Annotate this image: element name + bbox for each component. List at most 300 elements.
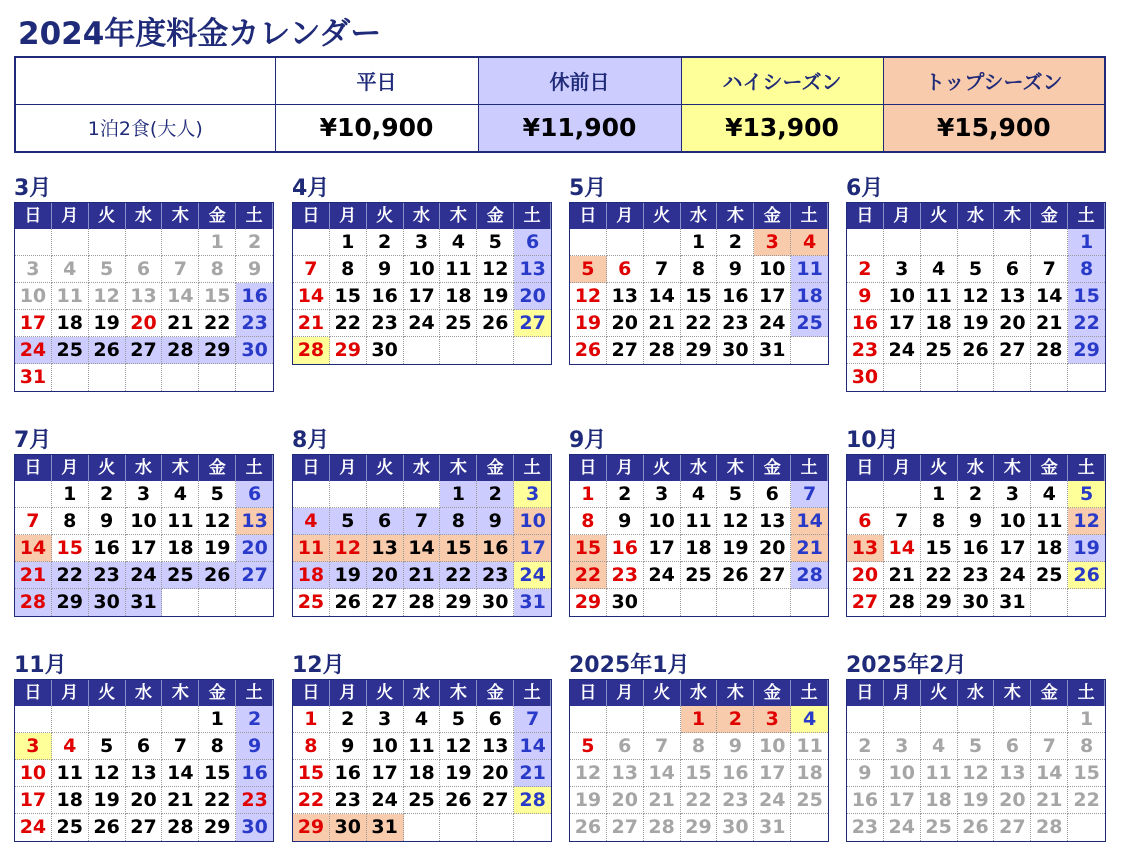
day-cell: 2 xyxy=(477,481,514,508)
day-cell: 28 xyxy=(162,337,199,364)
day-cell: 2 xyxy=(847,256,884,283)
day-cell: 29 xyxy=(570,589,607,616)
empty-cell xyxy=(994,229,1031,256)
empty-cell xyxy=(884,706,921,733)
day-cell: 15 xyxy=(570,535,607,562)
day-cell: 3 xyxy=(884,256,921,283)
day-cell: 13 xyxy=(994,760,1031,787)
day-cell: 4 xyxy=(791,706,828,733)
day-cell: 19 xyxy=(1068,535,1105,562)
day-cell: 27 xyxy=(126,337,163,364)
day-cell: 9 xyxy=(717,256,754,283)
day-cell: 24 xyxy=(15,814,52,841)
day-cell: 11 xyxy=(791,256,828,283)
weekday-header: 木 xyxy=(994,680,1031,706)
day-cell: 17 xyxy=(404,283,441,310)
day-cell: 27 xyxy=(754,562,791,589)
day-cell: 24 xyxy=(644,562,681,589)
day-cell: 23 xyxy=(847,337,884,364)
day-cell: 1 xyxy=(440,481,477,508)
day-cell: 3 xyxy=(884,733,921,760)
day-cell: 24 xyxy=(884,814,921,841)
day-cell: 15 xyxy=(1068,760,1105,787)
day-cell: 5 xyxy=(89,733,126,760)
day-cell: 30 xyxy=(717,814,754,841)
empty-cell xyxy=(847,229,884,256)
empty-cell xyxy=(236,364,273,391)
weekday-header: 月 xyxy=(330,455,367,481)
empty-cell xyxy=(404,337,441,364)
day-cell: 18 xyxy=(440,283,477,310)
day-cell: 21 xyxy=(162,787,199,814)
day-cell: 21 xyxy=(791,535,828,562)
month-grid xyxy=(292,454,552,617)
day-cell: 28 xyxy=(1031,814,1068,841)
day-cell: 25 xyxy=(791,787,828,814)
day-cell: 13 xyxy=(607,760,644,787)
weekday-header: 日 xyxy=(847,455,884,481)
day-cell: 30 xyxy=(958,589,995,616)
day-cell: 16 xyxy=(717,283,754,310)
day-cell: 17 xyxy=(754,283,791,310)
day-cell: 17 xyxy=(126,535,163,562)
day-cell: 3 xyxy=(754,706,791,733)
empty-cell xyxy=(293,229,330,256)
day-cell: 26 xyxy=(1068,562,1105,589)
empty-cell xyxy=(330,481,367,508)
day-cell: 6 xyxy=(607,256,644,283)
day-cell: 1 xyxy=(1068,706,1105,733)
weekday-header: 金 xyxy=(1031,455,1068,481)
day-cell: 26 xyxy=(958,814,995,841)
day-cell: 9 xyxy=(330,733,367,760)
empty-cell xyxy=(293,481,330,508)
day-cell: 17 xyxy=(644,535,681,562)
day-cell: 22 xyxy=(681,310,718,337)
day-cell: 23 xyxy=(607,562,644,589)
day-cell: 23 xyxy=(477,562,514,589)
day-cell: 9 xyxy=(847,283,884,310)
empty-cell xyxy=(162,229,199,256)
day-cell: 19 xyxy=(330,562,367,589)
day-cell: 4 xyxy=(921,256,958,283)
day-cell: 23 xyxy=(847,814,884,841)
day-cell: 17 xyxy=(514,535,551,562)
day-cell: 5 xyxy=(570,733,607,760)
day-cell: 16 xyxy=(477,535,514,562)
day-cell: 31 xyxy=(514,589,551,616)
weekday-header: 月 xyxy=(52,203,89,229)
day-cell: 19 xyxy=(958,787,995,814)
day-cell: 15 xyxy=(921,535,958,562)
day-cell: 5 xyxy=(958,733,995,760)
day-cell: 10 xyxy=(514,508,551,535)
weekday-header: 土 xyxy=(514,203,551,229)
empty-cell xyxy=(477,814,514,841)
day-cell: 28 xyxy=(514,787,551,814)
day-cell: 13 xyxy=(477,733,514,760)
price-top-season: ¥15,900 xyxy=(883,104,1105,152)
day-cell: 24 xyxy=(15,337,52,364)
day-cell: 2 xyxy=(367,229,404,256)
day-cell: 13 xyxy=(607,283,644,310)
weekday-header: 水 xyxy=(681,455,718,481)
day-cell: 14 xyxy=(644,760,681,787)
day-cell: 1 xyxy=(681,706,718,733)
day-cell: 18 xyxy=(921,787,958,814)
weekday-header: 日 xyxy=(293,455,330,481)
month-calendar xyxy=(569,653,829,842)
day-cell: 4 xyxy=(921,733,958,760)
month-grid xyxy=(292,679,552,842)
day-cell: 27 xyxy=(847,589,884,616)
day-cell: 12 xyxy=(570,760,607,787)
weekday-header: 水 xyxy=(958,203,995,229)
empty-cell xyxy=(440,337,477,364)
day-cell: 17 xyxy=(15,787,52,814)
empty-cell xyxy=(1068,589,1105,616)
day-cell: 19 xyxy=(199,535,236,562)
empty-cell xyxy=(607,706,644,733)
weekday-header: 日 xyxy=(15,680,52,706)
day-cell: 14 xyxy=(1031,760,1068,787)
day-cell: 22 xyxy=(570,562,607,589)
weekday-header: 月 xyxy=(607,680,644,706)
day-cell: 27 xyxy=(477,787,514,814)
day-cell: 26 xyxy=(477,310,514,337)
day-cell: 3 xyxy=(126,481,163,508)
day-cell: 11 xyxy=(681,508,718,535)
day-cell: 7 xyxy=(514,706,551,733)
weekday-header: 金 xyxy=(199,455,236,481)
day-cell: 27 xyxy=(514,310,551,337)
day-cell: 10 xyxy=(884,283,921,310)
empty-cell xyxy=(717,589,754,616)
empty-cell xyxy=(644,229,681,256)
empty-cell xyxy=(884,229,921,256)
day-cell: 25 xyxy=(404,787,441,814)
day-cell: 10 xyxy=(994,508,1031,535)
day-cell: 16 xyxy=(717,760,754,787)
month-grid xyxy=(569,454,829,617)
weekday-header: 水 xyxy=(958,455,995,481)
month-grid xyxy=(569,202,829,365)
empty-cell xyxy=(681,589,718,616)
empty-cell xyxy=(404,814,441,841)
day-cell: 4 xyxy=(440,229,477,256)
day-cell: 26 xyxy=(958,337,995,364)
empty-cell xyxy=(884,364,921,391)
day-cell: 12 xyxy=(717,508,754,535)
month-grid xyxy=(14,679,274,842)
month-title: 7月 xyxy=(14,428,52,453)
day-cell: 9 xyxy=(367,256,404,283)
day-cell: 19 xyxy=(570,310,607,337)
day-cell: 31 xyxy=(754,337,791,364)
day-cell: 21 xyxy=(404,562,441,589)
day-cell: 23 xyxy=(236,787,273,814)
day-cell: 10 xyxy=(884,760,921,787)
empty-cell xyxy=(514,814,551,841)
weekday-header: 火 xyxy=(89,203,126,229)
day-cell: 12 xyxy=(89,283,126,310)
weekday-header: 火 xyxy=(367,203,404,229)
day-cell: 28 xyxy=(791,562,828,589)
month-calendar xyxy=(569,428,829,617)
weekday-header: 木 xyxy=(162,203,199,229)
day-cell: 13 xyxy=(236,508,273,535)
day-cell: 20 xyxy=(754,535,791,562)
day-cell: 2 xyxy=(958,481,995,508)
day-cell: 30 xyxy=(477,589,514,616)
day-cell: 13 xyxy=(514,256,551,283)
weekday-header: 木 xyxy=(162,680,199,706)
month-calendar xyxy=(569,176,829,365)
day-cell: 13 xyxy=(367,535,404,562)
weekday-header: 水 xyxy=(404,203,441,229)
day-cell: 6 xyxy=(126,733,163,760)
day-cell: 25 xyxy=(162,562,199,589)
day-cell: 21 xyxy=(1031,787,1068,814)
empty-cell xyxy=(440,814,477,841)
day-cell: 22 xyxy=(199,310,236,337)
weekday-header: 月 xyxy=(330,203,367,229)
month-grid xyxy=(846,202,1106,392)
empty-cell xyxy=(89,229,126,256)
empty-cell xyxy=(162,589,199,616)
day-cell: 7 xyxy=(791,481,828,508)
day-cell: 21 xyxy=(15,562,52,589)
day-cell: 7 xyxy=(162,256,199,283)
day-cell: 14 xyxy=(791,508,828,535)
day-cell: 30 xyxy=(607,589,644,616)
day-cell: 29 xyxy=(199,337,236,364)
empty-cell xyxy=(1031,589,1068,616)
month-calendar xyxy=(14,428,274,617)
day-cell: 20 xyxy=(514,283,551,310)
day-cell: 27 xyxy=(994,814,1031,841)
month-grid xyxy=(846,454,1106,617)
day-cell: 6 xyxy=(477,706,514,733)
empty-cell xyxy=(958,706,995,733)
empty-cell xyxy=(52,364,89,391)
day-cell: 19 xyxy=(440,760,477,787)
page-title: 2024年度料金カレンダー xyxy=(18,16,382,52)
day-cell: 10 xyxy=(15,760,52,787)
day-cell: 8 xyxy=(681,733,718,760)
day-cell: 10 xyxy=(126,508,163,535)
weekday-header: 金 xyxy=(477,203,514,229)
day-cell: 22 xyxy=(440,562,477,589)
day-cell: 31 xyxy=(994,589,1031,616)
weekday-header: 日 xyxy=(293,203,330,229)
day-cell: 23 xyxy=(236,310,273,337)
day-cell: 2 xyxy=(236,706,273,733)
day-cell: 4 xyxy=(293,508,330,535)
month-title: 12月 xyxy=(292,653,345,678)
day-cell: 15 xyxy=(681,283,718,310)
weekday-header: 土 xyxy=(236,455,273,481)
month-calendar xyxy=(292,428,552,617)
day-cell: 7 xyxy=(15,508,52,535)
weekday-header: 木 xyxy=(440,203,477,229)
weekday-header: 金 xyxy=(199,203,236,229)
day-cell: 6 xyxy=(236,481,273,508)
weekday-header: 月 xyxy=(607,455,644,481)
day-cell: 14 xyxy=(514,733,551,760)
day-cell: 3 xyxy=(15,733,52,760)
day-cell: 24 xyxy=(994,562,1031,589)
day-cell: 23 xyxy=(717,310,754,337)
empty-cell xyxy=(52,706,89,733)
day-cell: 1 xyxy=(199,229,236,256)
day-cell: 18 xyxy=(921,310,958,337)
day-cell: 6 xyxy=(367,508,404,535)
day-cell: 5 xyxy=(330,508,367,535)
weekday-header: 木 xyxy=(440,680,477,706)
day-cell: 10 xyxy=(754,733,791,760)
day-cell: 18 xyxy=(791,760,828,787)
weekday-header: 木 xyxy=(162,455,199,481)
day-cell: 4 xyxy=(162,481,199,508)
day-cell: 22 xyxy=(293,787,330,814)
weekday-header: 土 xyxy=(791,203,828,229)
empty-cell xyxy=(162,706,199,733)
empty-cell xyxy=(1068,814,1105,841)
day-cell: 29 xyxy=(681,814,718,841)
weekday-header: 土 xyxy=(514,455,551,481)
day-cell: 5 xyxy=(1068,481,1105,508)
day-cell: 8 xyxy=(293,733,330,760)
day-cell: 12 xyxy=(89,760,126,787)
weekday-header: 土 xyxy=(236,203,273,229)
day-cell: 21 xyxy=(162,310,199,337)
day-cell: 30 xyxy=(847,364,884,391)
day-cell: 3 xyxy=(644,481,681,508)
day-cell: 2 xyxy=(236,229,273,256)
month-title: 3月 xyxy=(14,176,52,201)
day-cell: 19 xyxy=(477,283,514,310)
weekday-header: 土 xyxy=(1068,455,1105,481)
day-cell: 1 xyxy=(199,706,236,733)
day-cell: 30 xyxy=(236,814,273,841)
day-cell: 18 xyxy=(1031,535,1068,562)
day-cell: 5 xyxy=(199,481,236,508)
day-cell: 26 xyxy=(717,562,754,589)
day-cell: 15 xyxy=(1068,283,1105,310)
day-cell: 23 xyxy=(330,787,367,814)
day-cell: 16 xyxy=(607,535,644,562)
day-cell: 2 xyxy=(847,733,884,760)
weekday-header: 水 xyxy=(958,680,995,706)
weekday-header: 木 xyxy=(717,680,754,706)
weekday-header: 土 xyxy=(791,680,828,706)
day-cell: 29 xyxy=(199,814,236,841)
day-cell: 21 xyxy=(644,310,681,337)
day-cell: 25 xyxy=(440,310,477,337)
weekday-header: 火 xyxy=(367,455,404,481)
empty-cell xyxy=(994,706,1031,733)
weekday-header: 木 xyxy=(717,455,754,481)
day-cell: 27 xyxy=(994,337,1031,364)
day-cell: 24 xyxy=(367,787,404,814)
day-cell: 13 xyxy=(994,283,1031,310)
day-cell: 7 xyxy=(884,508,921,535)
weekday-header: 日 xyxy=(15,455,52,481)
day-cell: 11 xyxy=(404,733,441,760)
day-cell: 16 xyxy=(367,283,404,310)
price-table-value-row xyxy=(15,104,1105,152)
day-cell: 24 xyxy=(884,337,921,364)
day-cell: 24 xyxy=(754,310,791,337)
day-cell: 25 xyxy=(52,814,89,841)
day-cell: 2 xyxy=(607,481,644,508)
weekday-header: 金 xyxy=(477,680,514,706)
day-cell: 25 xyxy=(681,562,718,589)
day-cell: 26 xyxy=(440,787,477,814)
day-cell: 19 xyxy=(717,535,754,562)
weekday-header: 日 xyxy=(15,203,52,229)
empty-cell xyxy=(236,589,273,616)
empty-cell xyxy=(1031,706,1068,733)
day-cell: 8 xyxy=(570,508,607,535)
weekday-header: 火 xyxy=(921,203,958,229)
day-cell: 16 xyxy=(847,310,884,337)
month-title: 2025年2月 xyxy=(846,653,967,678)
empty-cell xyxy=(958,364,995,391)
empty-cell xyxy=(126,364,163,391)
day-cell: 6 xyxy=(514,229,551,256)
weekday-header: 火 xyxy=(644,203,681,229)
month-title: 4月 xyxy=(292,176,330,201)
weekday-header: 火 xyxy=(89,455,126,481)
day-cell: 16 xyxy=(847,787,884,814)
day-cell: 31 xyxy=(754,814,791,841)
empty-cell xyxy=(1031,229,1068,256)
weekday-header: 火 xyxy=(644,455,681,481)
empty-cell xyxy=(15,706,52,733)
day-cell: 29 xyxy=(921,589,958,616)
weekday-header: 月 xyxy=(330,680,367,706)
empty-cell xyxy=(15,229,52,256)
day-cell: 20 xyxy=(126,310,163,337)
day-cell: 17 xyxy=(367,760,404,787)
weekday-header: 木 xyxy=(994,203,1031,229)
weekday-header: 木 xyxy=(717,203,754,229)
day-cell: 7 xyxy=(644,733,681,760)
day-cell: 12 xyxy=(199,508,236,535)
day-cell: 26 xyxy=(89,814,126,841)
day-cell: 24 xyxy=(754,787,791,814)
day-cell: 22 xyxy=(921,562,958,589)
day-cell: 3 xyxy=(404,229,441,256)
month-title: 11月 xyxy=(14,653,67,678)
price-table xyxy=(14,56,1106,153)
month-grid xyxy=(846,679,1106,842)
weekday-header: 月 xyxy=(52,680,89,706)
price-high-season: ¥13,900 xyxy=(681,104,883,152)
day-cell: 6 xyxy=(754,481,791,508)
day-cell: 4 xyxy=(404,706,441,733)
month-grid xyxy=(292,202,552,365)
empty-cell xyxy=(847,706,884,733)
day-cell: 25 xyxy=(921,814,958,841)
empty-cell xyxy=(126,229,163,256)
empty-cell xyxy=(754,589,791,616)
day-cell: 14 xyxy=(884,535,921,562)
weekday-header: 金 xyxy=(754,680,791,706)
empty-cell xyxy=(1031,364,1068,391)
